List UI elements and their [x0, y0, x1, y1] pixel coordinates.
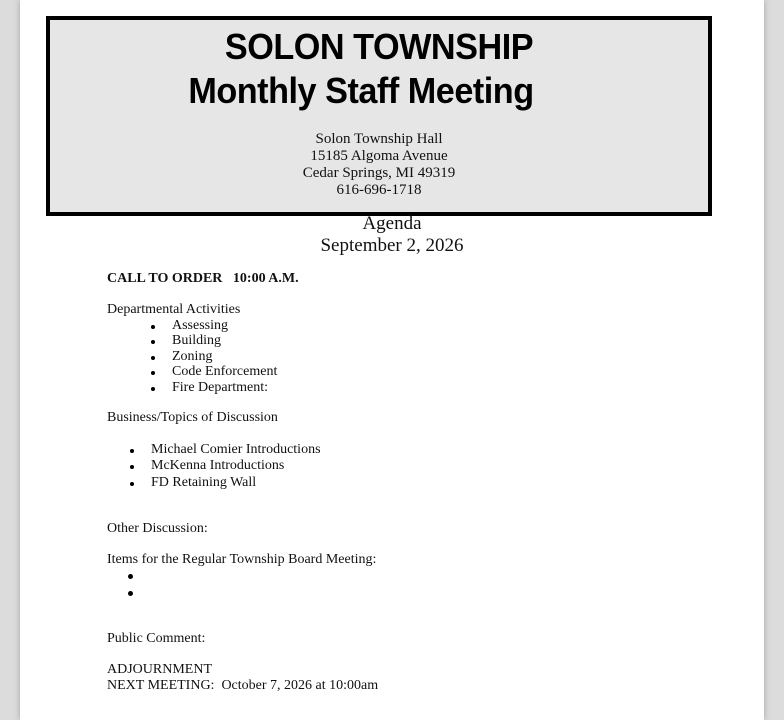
- meeting-title: Monthly Staff Meeting: [188, 70, 534, 111]
- regular-board-heading: Items for the Regular Township Board Meeting:: [107, 552, 377, 567]
- document-page: [20, 0, 764, 720]
- list-item: Building: [172, 333, 222, 348]
- departmental-heading: Departmental Activities: [107, 302, 241, 317]
- list-item: Code Enforcement: [172, 364, 278, 379]
- other-discussion: Other Discussion:: [107, 521, 208, 536]
- address-line: 15185 Algoma Avenue: [310, 148, 448, 164]
- agenda-heading: Agenda: [362, 213, 422, 234]
- list-item: Zoning: [172, 349, 213, 364]
- list-item: FD Retaining Wall: [151, 475, 257, 490]
- address-line: Cedar Springs, MI 49319: [302, 165, 456, 181]
- empty-bullet: [128, 574, 133, 579]
- list-item: Assessing: [172, 318, 229, 333]
- adjournment: ADJOURNMENT: [107, 662, 212, 677]
- header-box: [46, 16, 712, 216]
- township-title: SOLON TOWNSHIP: [224, 26, 534, 67]
- list-item: McKenna Introductions: [151, 458, 285, 473]
- agenda-date: September 2, 2026: [320, 235, 464, 256]
- next-meeting: NEXT MEETING: October 7, 2026 at 10:00am: [107, 678, 379, 693]
- business-heading: Business/Topics of Discussion: [107, 410, 278, 425]
- public-comment: Public Comment:: [107, 631, 206, 646]
- address-line: Solon Township Hall: [315, 131, 443, 147]
- list-item: Michael Comier Introductions: [151, 442, 321, 457]
- empty-bullet: [128, 591, 133, 596]
- call-to-order: CALL TO ORDER 10:00 A.M.: [107, 271, 299, 286]
- phone-line: 616-696-1718: [336, 182, 422, 198]
- list-item: Fire Department:: [172, 380, 269, 395]
